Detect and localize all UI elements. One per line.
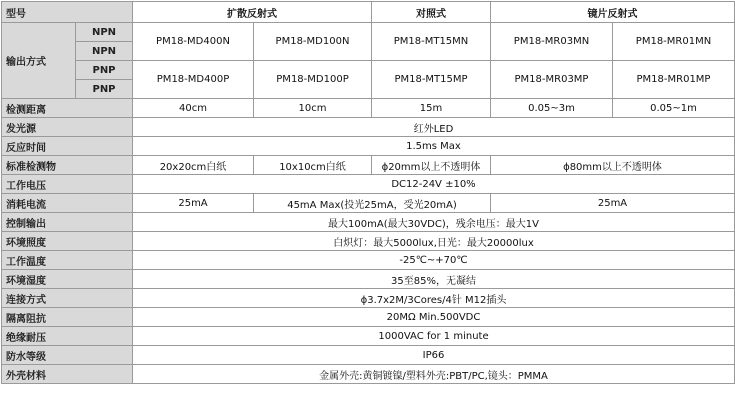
withstand-value: 1000VAC for 1 minute: [133, 327, 735, 346]
insulation-value: 20MΩ Min.500VDC: [133, 308, 735, 327]
output-label: 输出方式: [2, 23, 76, 99]
standard-object-value: ϕ20mm以上不透明体: [372, 156, 491, 175]
temperature-value: -25℃~+70℃: [133, 251, 735, 270]
group-through-beam: 对照式: [372, 2, 491, 23]
standard-object-label: 标准检测物: [2, 156, 133, 175]
illuminance-label: 环境照度: [2, 232, 133, 251]
connection-label: 连接方式: [2, 289, 133, 308]
distance-value: 10cm: [254, 99, 372, 118]
model-md100p: PM18-MD100P: [254, 61, 372, 99]
control-output-value: 最大100mA(最大30VDC)，残余电压：最大1V: [133, 213, 735, 232]
header-row: [2, 2, 735, 23]
control-output-label: 控制输出: [2, 213, 133, 232]
distance-value: 40cm: [133, 99, 254, 118]
standard-object-value: ϕ80mm以上不透明体: [491, 156, 735, 175]
humidity-row: [2, 270, 735, 289]
pnp-row: [2, 61, 735, 80]
protection-value: IP66: [133, 346, 735, 365]
illuminance-value: 白炽灯：最大5000lux,日光：最大20000lux: [133, 232, 735, 251]
housing-value: 金属外壳:黄铜镀镍/塑料外壳:PBT/PC,镜头：PMMA: [133, 365, 735, 384]
protection-label: 防水等级: [2, 346, 133, 365]
temperature-row: [2, 251, 735, 270]
response-time-value: 1.5ms Max: [133, 137, 735, 156]
protection-row: [2, 346, 735, 365]
distance-label: 检测距离: [2, 99, 133, 118]
insulation-row: [2, 308, 735, 327]
model-md400p: PM18-MD400P: [133, 61, 254, 99]
current-row: [2, 194, 735, 213]
distance-value: 15m: [372, 99, 491, 118]
standard-object-value: 10x10cm白纸: [254, 156, 372, 175]
standard-object-row: [2, 156, 735, 175]
voltage-row: [2, 175, 735, 194]
npn-label-2: NPN: [76, 42, 133, 61]
humidity-value: 35至85%，无凝结: [133, 270, 735, 289]
insulation-label: 隔离阻抗: [2, 308, 133, 327]
illuminance-row: [2, 232, 735, 251]
humidity-label: 环境湿度: [2, 270, 133, 289]
voltage-label: 工作电压: [2, 175, 133, 194]
model-mr01mn: PM18-MR01MN: [613, 23, 735, 61]
light-source-label: 发光源: [2, 118, 133, 137]
housing-row: [2, 365, 735, 384]
response-time-row: [2, 137, 735, 156]
response-time-label: 反应时间: [2, 137, 133, 156]
current-value: 25mA: [491, 194, 735, 213]
current-value: 45mA Max(投光25mA，受光20mA): [254, 194, 491, 213]
current-label: 消耗电流: [2, 194, 133, 213]
temperature-label: 工作温度: [2, 251, 133, 270]
current-value: 25mA: [133, 194, 254, 213]
pnp-label-2: PNP: [76, 80, 133, 99]
distance-value: 0.05~1m: [613, 99, 735, 118]
model-mr01mp: PM18-MR01MP: [613, 61, 735, 99]
npn-row: [2, 23, 735, 42]
pnp-label: PNP: [76, 61, 133, 80]
model-mr03mp: PM18-MR03MP: [491, 61, 613, 99]
connection-value: ϕ3.7x2M/3Cores/4针 M12插头: [133, 289, 735, 308]
control-output-row: [2, 213, 735, 232]
withstand-row: [2, 327, 735, 346]
model-md400n: PM18-MD400N: [133, 23, 254, 61]
standard-object-value: 20x20cm白纸: [133, 156, 254, 175]
connection-row: [2, 289, 735, 308]
model-mr03mn: PM18-MR03MN: [491, 23, 613, 61]
model-mt15mp: PM18-MT15MP: [372, 61, 491, 99]
group-diffuse: 扩散反射式: [133, 2, 372, 23]
group-retroreflective: 镜片反射式: [491, 2, 735, 23]
voltage-value: DC12-24V ±10%: [133, 175, 735, 194]
model-md100n: PM18-MD100N: [254, 23, 372, 61]
npn-label: NPN: [76, 23, 133, 42]
housing-label: 外壳材料: [2, 365, 133, 384]
distance-row: [2, 99, 735, 118]
light-source-row: [2, 118, 735, 137]
spec-table: [1, 1, 735, 384]
model-mt15mn: PM18-MT15MN: [372, 23, 491, 61]
model-label: 型号: [2, 2, 133, 23]
withstand-label: 绝缘耐压: [2, 327, 133, 346]
light-source-value: 红外LED: [133, 118, 735, 137]
distance-value: 0.05~3m: [491, 99, 613, 118]
